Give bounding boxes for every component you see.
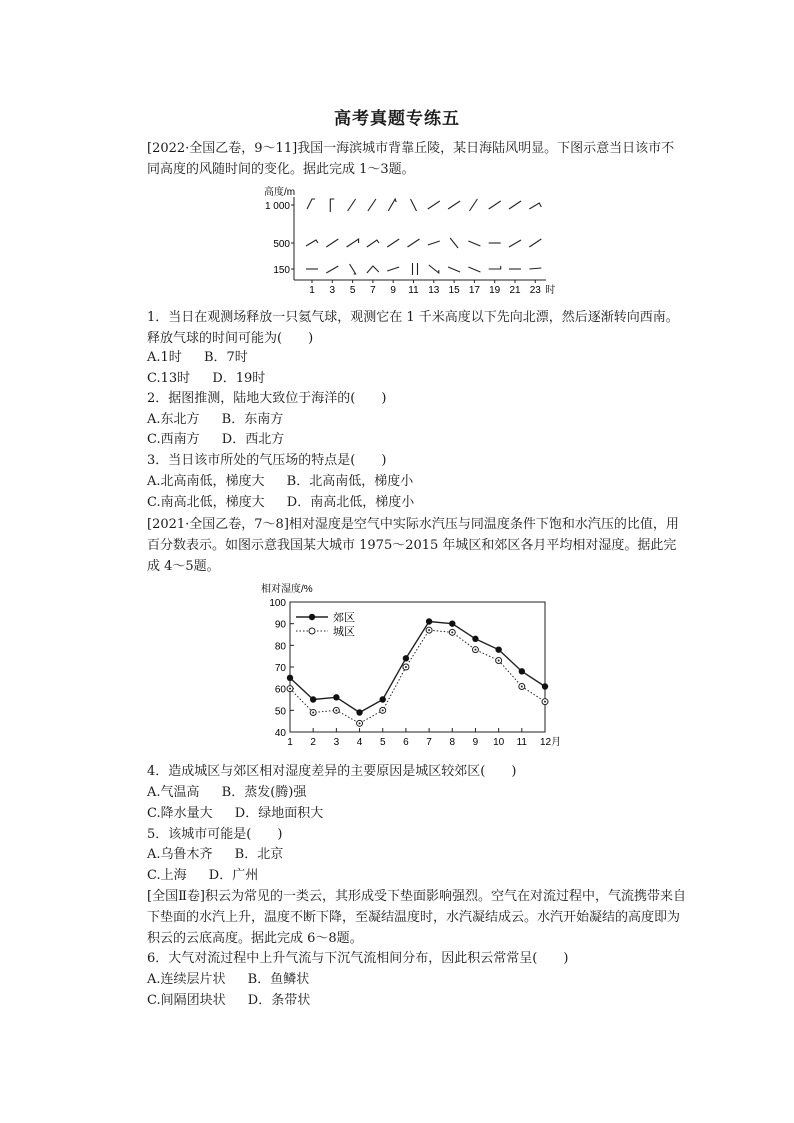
question-6-options-row-1 (147, 970, 309, 990)
option-2a[interactable]: A.东北方 (147, 412, 200, 427)
option-3d[interactable]: D．南高北低，梯度小 (286, 495, 415, 510)
option-5a[interactable]: A.乌鲁木齐 (147, 847, 213, 862)
wind-hour-label: 5 (349, 285, 356, 296)
x-tick-label: 11 (516, 737, 528, 748)
x-tick-label: 1 (287, 737, 293, 748)
wind-level-label: 1 000 (264, 201, 290, 212)
x-tick-label: 5 (379, 737, 386, 748)
option-4c[interactable]: C.降水量大 (147, 806, 213, 821)
wind-hour-label: 3 (329, 285, 336, 296)
wind-hour-label: 9 (390, 285, 396, 296)
data-point-jiaoqu (495, 646, 501, 652)
data-point-jiaoqu (542, 683, 548, 689)
wind-level-label: 150 (273, 265, 290, 276)
x-tick-label: 6 (403, 737, 409, 748)
wind-barb (367, 266, 379, 273)
x-tick-label: 10 (493, 737, 505, 748)
section-2-intro: [2021·全国乙卷，7～8]相对湿度是空气中实际水汽压与同温度条件下饱和水汽压的比值，用百分数表示。如图示意我国某大城市 1975～2015 年城区和郊区各月平均相对湿度。据此完成 4～5题。 (147, 517, 679, 574)
wind-hour-label: 15 (448, 285, 460, 296)
option-1d[interactable]: D．19时 (212, 371, 266, 386)
data-point-jiaoqu (356, 709, 362, 715)
wind-hour-label: 21 (509, 285, 521, 296)
wind-level-label: 500 (273, 239, 290, 250)
data-point-jiaoqu (519, 668, 525, 674)
data-point-chengqu-center (382, 709, 384, 711)
wind-barbs (306, 199, 541, 275)
wind-barb (387, 267, 399, 271)
y-tick-label: 70 (274, 663, 286, 674)
x-tick-label: 7 (426, 737, 432, 748)
legend-label: 郊区 (333, 612, 355, 624)
option-3a[interactable]: A.北高南低，梯度大 (147, 474, 265, 489)
wind-barb (429, 265, 439, 273)
option-6c[interactable]: C.间隔团块状 (147, 993, 226, 1008)
wind-barb (367, 240, 379, 247)
question-4-options-row-2 (147, 804, 323, 824)
wind-barb (411, 199, 417, 211)
x-tick-label: 3 (333, 737, 340, 748)
legend-label: 城区 (333, 626, 355, 638)
legend-marker (309, 628, 315, 634)
data-point-jiaoqu (426, 618, 432, 624)
x-axis-ticks (287, 728, 561, 748)
question-5-options-row-2 (147, 866, 258, 886)
wind-barb (469, 199, 477, 211)
legend-marker (309, 614, 315, 620)
wind-chart (254, 183, 554, 298)
data-point-chengqu-center (312, 712, 314, 714)
question-1-options-row-1 (147, 348, 248, 368)
question-1-stem: 1．当日在观测场释放一只氦气球，观测它在 1 千米高度以下先向北漂，然后逐渐转向西南。释放气球的时间可能为( ) (147, 310, 679, 346)
y-tick-label: 90 (274, 619, 286, 631)
wind-hour-label: 23 (529, 285, 541, 296)
question-6-stem: 6．大气对流过程中上升气流与下沉气流相间分布，因此积云常常呈( ) (147, 951, 569, 966)
data-point-chengqu-center (359, 722, 361, 724)
wind-barb (448, 267, 460, 272)
x-tick-label: 4 (356, 737, 363, 748)
option-4a[interactable]: A.气温高 (147, 785, 200, 800)
humidity-chart (255, 580, 562, 755)
wind-barb (489, 201, 501, 209)
wind-barb (307, 199, 315, 209)
option-3b[interactable]: B．北高南低，梯度小 (286, 474, 414, 489)
x-tick-label: 8 (449, 737, 456, 748)
wind-barb (529, 203, 541, 209)
question-2-stem: 2．据图推测，陆地大致位于海洋的( ) (147, 391, 387, 406)
wind-barb (413, 263, 418, 275)
option-2c[interactable]: C.西南方 (147, 432, 200, 447)
x-tick-label: 12月 (540, 737, 562, 748)
wind-barb (388, 199, 396, 211)
wind-barb (468, 241, 480, 246)
wind-barb (408, 239, 420, 247)
data-point-chengqu-center (474, 649, 476, 651)
question-2-options-row-1 (147, 410, 283, 430)
wind-barb (368, 199, 376, 211)
option-3c[interactable]: C.南高北低，梯度大 (147, 495, 265, 510)
wind-barb (387, 239, 399, 247)
option-1a[interactable]: A.1时 (147, 350, 182, 365)
option-6b[interactable]: B．鱼鳞状 (247, 972, 310, 987)
data-point-jiaoqu (449, 620, 455, 626)
y-tick-label: 100 (269, 598, 286, 609)
wind-barb (350, 264, 356, 274)
wind-hour-label: 7 (370, 285, 376, 296)
data-point-chengqu-center (451, 631, 453, 633)
wind-hours (309, 280, 555, 296)
wind-barb (428, 241, 440, 245)
wind-barb (348, 199, 356, 211)
data-point-chengqu-center (498, 660, 500, 662)
wind-hour-suffix: 时 (545, 285, 556, 296)
option-5b[interactable]: B．北京 (234, 847, 284, 862)
wind-barb (326, 239, 338, 247)
legend (296, 611, 355, 638)
option-6a[interactable]: A.连续层片状 (147, 972, 226, 987)
y-tick-label: 50 (274, 706, 286, 718)
wind-barb (529, 268, 541, 269)
data-point-chengqu-center (521, 686, 523, 688)
option-1b[interactable]: B．7时 (203, 350, 248, 365)
option-4d[interactable]: D．绿地面积大 (234, 806, 324, 821)
wind-barb (326, 266, 338, 273)
wind-barb (330, 199, 334, 212)
data-point-jiaoqu (310, 696, 316, 702)
wind-hour-label: 11 (408, 285, 419, 296)
y-tick-label: 40 (274, 728, 286, 739)
wind-hour-label: 13 (428, 285, 440, 296)
question-4-stem: 4．造成城区与郊区相对湿度差异的主要原因是城区较郊区( ) (147, 764, 517, 779)
section-3-intro: [全国Ⅱ卷]积云为常见的一类云，其形成受下垫面影响强烈。空气在对流过程中，气流携带来自下垫面的水汽上升，温度不断下降，至凝结温度时，水汽凝结成云。水汽开始凝结的高度即为积云的云底高度。据此完成 6～8题。 (147, 889, 686, 946)
question-3-options-row-1 (147, 472, 413, 492)
humidity-chart-ylabel: 相对湿度/% (261, 584, 313, 595)
data-point-chengqu-center (289, 688, 291, 690)
wind-barb (448, 201, 460, 209)
wind-barb (489, 266, 501, 269)
x-tick-label: 2 (310, 737, 316, 748)
option-1c[interactable]: C.13时 (147, 371, 191, 386)
wind-levels (265, 201, 294, 276)
option-2b[interactable]: B．东南方 (221, 412, 284, 427)
wind-barb (450, 238, 458, 248)
question-1-options-row-2 (147, 369, 265, 389)
wind-hour-label: 17 (468, 285, 480, 296)
wind-chart-ylabel: 高度/m (264, 187, 296, 198)
wind-barb (509, 201, 521, 209)
question-5-options-row-1 (147, 845, 283, 865)
data-point-chengqu-center (335, 709, 337, 711)
y-tick-label: 60 (274, 684, 286, 696)
data-point-chengqu-center (428, 629, 430, 631)
wind-barb (347, 239, 359, 247)
option-2d[interactable]: D．西北方 (221, 432, 285, 447)
data-point-jiaoqu (380, 696, 386, 702)
wind-barb (529, 239, 541, 247)
data-point-jiaoqu (333, 694, 339, 700)
question-2-options-row-2 (147, 430, 284, 450)
option-5c[interactable]: C.上海 (147, 868, 187, 883)
wind-barb (306, 240, 318, 246)
page-title: 高考真题专练五 (334, 109, 460, 129)
wind-hour-label: 19 (489, 285, 501, 296)
wind-barb (428, 201, 440, 209)
question-5-stem: 5．该城市可能是( ) (147, 827, 283, 842)
question-3-options-row-2 (147, 493, 414, 513)
data-point-chengqu-center (544, 701, 546, 703)
x-tick-label: 9 (472, 737, 479, 748)
question-4-options-row-1 (147, 783, 306, 803)
series-line-城区 (290, 630, 545, 723)
wind-hour-label: 1 (309, 285, 315, 296)
section-1-intro: [2022·全国乙卷，9～11]我国一海滨城市背靠丘陵，某日海陆风明显。下图示意当日该市不同高度的风随时间的变化。据此完成 1～3题。 (147, 141, 675, 177)
question-6-options-row-2 (147, 991, 310, 1011)
question-3-stem: 3．当日该市所处的气压场的特点是( ) (147, 453, 387, 468)
data-point-jiaoqu (472, 636, 478, 642)
data-point-jiaoqu (403, 655, 409, 661)
option-5d[interactable]: D．广州 (208, 868, 259, 883)
series-line-郊区 (290, 622, 545, 713)
data-point-chengqu-center (405, 666, 407, 668)
y-tick-label: 80 (274, 641, 286, 653)
wind-barb (468, 267, 480, 272)
wind-barb (509, 240, 521, 247)
option-4b[interactable]: B．蒸发(腾)强 (221, 785, 307, 800)
option-6d[interactable]: D．条带状 (247, 993, 311, 1008)
series-lines (287, 618, 548, 726)
data-point-jiaoqu (287, 675, 293, 681)
